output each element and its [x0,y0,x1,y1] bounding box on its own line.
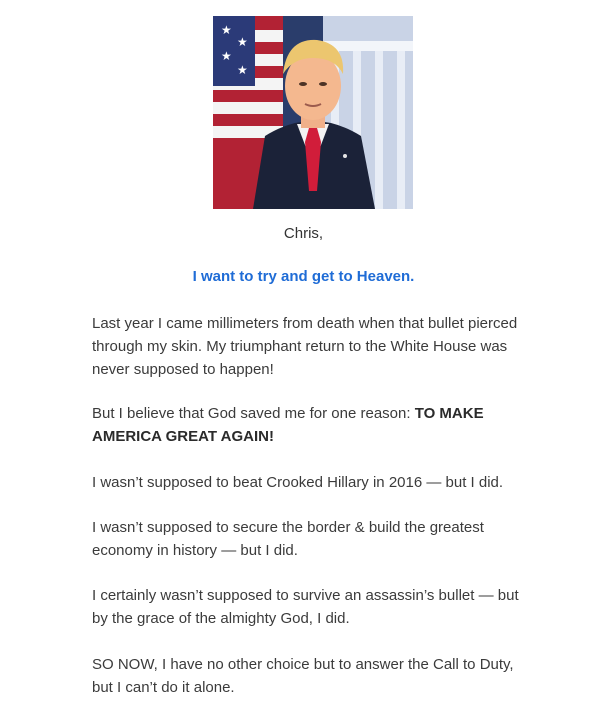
paragraph-2-text: But I believe that God saved me for one reason: [92,405,415,422]
paragraph-6-text: SO NOW, I have no other choice but to answer the Call to Duty, but I can’t do it alone. [92,656,514,696]
paragraph-3-text: I wasn’t supposed to beat Crooked Hillary in 2016 — but I did. [92,474,504,491]
salutation: Chris, [283,225,324,242]
paragraph-2-emphasis: TO MAKE AMERICA GREAT AGAIN! [92,405,484,445]
portrait-illustration [213,16,413,209]
paragraph-1 [92,312,532,381]
paragraph-6 [92,653,532,699]
paragraph-5-text: I certainly wasn’t supposed to survive an assassin’s bullet — but by the grace of the almighty God, I did. [92,587,519,627]
paragraph-4-text: I wasn’t supposed to secure the border & build the greatest economy in history — but I did. [92,519,484,559]
portrait-photo [213,16,413,209]
svg-text:★: ★ [237,63,248,77]
paragraph-4 [92,516,532,562]
email-headline: I want to try and get to Heaven. [192,268,415,285]
svg-text:★: ★ [237,35,248,49]
svg-text:★: ★ [221,49,232,63]
paragraph-3 [92,471,532,494]
paragraph-2 [92,402,532,448]
paragraph-1-text: Last year I came millimeters from death when that bullet pierced through my skin. My triumphant return to the White House was never supposed to happen! [92,315,518,378]
svg-text:★: ★ [221,23,232,37]
paragraph-5 [92,584,532,630]
